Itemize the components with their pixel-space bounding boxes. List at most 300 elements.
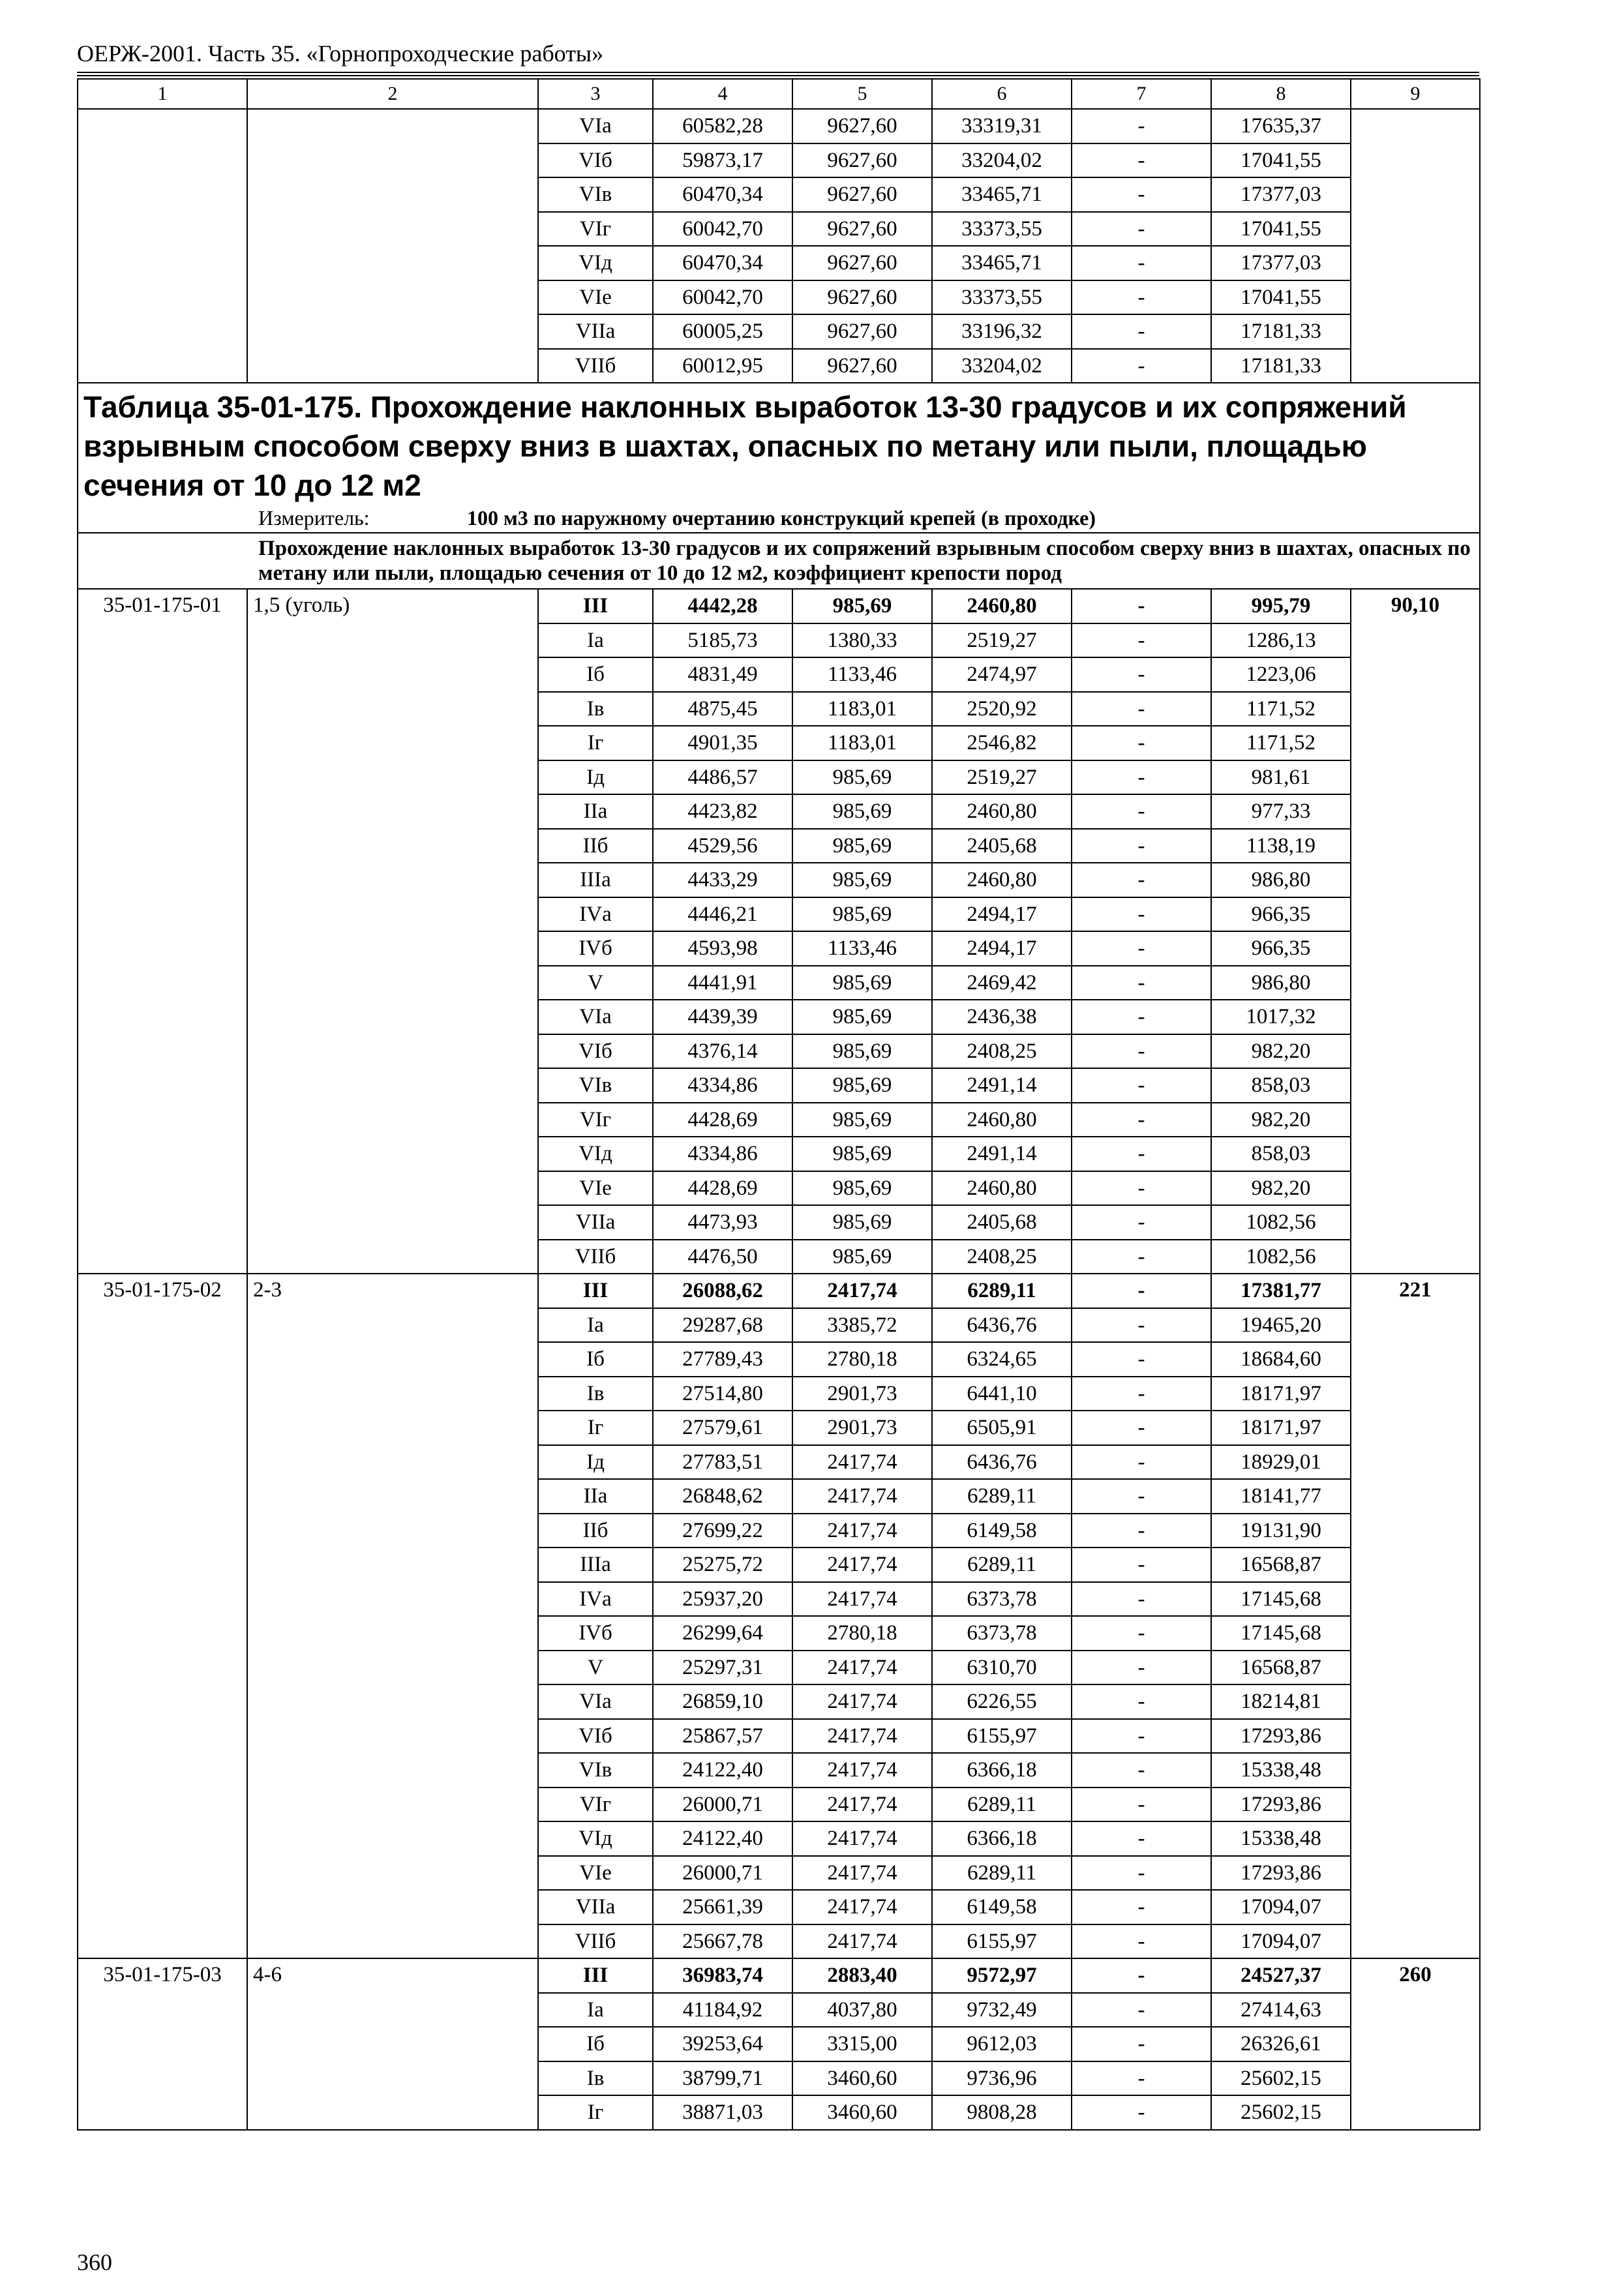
value-cell: - [1072,1993,1211,2027]
column-number: 4 [653,79,792,109]
category-cell: Iа [538,1308,653,1343]
value-cell: - [1072,1308,1211,1343]
table-row [78,1788,1480,1822]
value-cell: 9627,60 [792,212,932,247]
value-cell: 2460,80 [932,794,1072,829]
category-cell: Iв [538,1377,653,1411]
empty-cell [247,2061,538,2096]
column-number: 5 [792,79,932,109]
value-cell: 25667,78 [653,1924,792,1959]
table-row [78,623,1480,658]
empty-cell [78,794,247,829]
table-row [78,1753,1480,1788]
empty-cell [78,246,247,280]
value-cell: 1171,52 [1211,726,1351,760]
value-cell: 2417,74 [792,1651,932,1685]
table-row [78,1924,1480,1959]
value-cell: 24122,40 [653,1821,792,1856]
category-cell: VIб [538,1034,653,1069]
table-row [78,1103,1480,1137]
value-cell: 985,69 [792,829,932,863]
value-cell: 2417,74 [792,1445,932,1480]
running-header: ОЕРЖ-2001. Часть 35. «Горнопроходческие работы» [77,40,604,67]
value-cell: 1380,33 [792,623,932,658]
empty-cell [247,1616,538,1651]
empty-cell [78,349,247,383]
empty-cell [78,1788,247,1822]
value-cell: - [1072,657,1211,692]
value-cell: 15338,48 [1211,1821,1351,1856]
empty-cell [247,1479,538,1514]
column-number: 3 [538,79,653,109]
value-cell: 2780,18 [792,1342,932,1377]
category-cell: VIд [538,1821,653,1856]
value-cell: 17181,33 [1211,314,1351,349]
table-row [78,931,1480,966]
category-cell: VIIа [538,1890,653,1924]
value-cell: 17377,03 [1211,177,1351,212]
empty-cell [78,1034,247,1069]
table-row [78,589,1480,623]
category-cell: IVб [538,931,653,966]
value-cell: 2417,74 [792,1274,932,1308]
empty-cell [1351,760,1480,795]
empty-cell [1351,1205,1480,1240]
value-cell: 60470,34 [653,177,792,212]
empty-cell [1351,349,1480,383]
value-cell: 985,69 [792,794,932,829]
empty-cell [1351,2061,1480,2096]
value-cell: 6289,11 [932,1788,1072,1822]
table-row [78,1308,1480,1343]
empty-cell [78,1890,247,1924]
empty-cell [1351,143,1480,178]
table-row [78,1719,1480,1754]
value-cell: 17293,86 [1211,1856,1351,1891]
value-cell: 25602,15 [1211,2095,1351,2130]
value-cell: 18171,97 [1211,1377,1351,1411]
value-cell: 33373,55 [932,212,1072,247]
category-cell: VIIб [538,1924,653,1959]
value-cell: 4446,21 [653,897,792,932]
value-cell: - [1072,1958,1211,1993]
value-cell: - [1072,1068,1211,1103]
empty-cell [78,1993,247,2027]
empty-cell [78,109,247,143]
value-cell: 17381,77 [1211,1274,1351,1308]
empty-cell [247,1377,538,1411]
category-cell: IVа [538,897,653,932]
empty-cell [78,1240,247,1274]
column-number: 7 [1072,79,1211,109]
empty-cell [78,1651,247,1685]
value-cell: 1223,06 [1211,657,1351,692]
value-cell: 4476,50 [653,1240,792,1274]
column-number: 9 [1351,79,1480,109]
empty-cell [78,1205,247,1240]
empty-cell [247,1514,538,1548]
value-cell: 9627,60 [792,246,932,280]
value-cell: 26000,71 [653,1856,792,1891]
empty-cell [1351,897,1480,932]
table-row [78,1240,1480,1274]
value-cell: 16568,87 [1211,1651,1351,1685]
value-cell: 17041,55 [1211,280,1351,315]
value-cell: 18171,97 [1211,1411,1351,1445]
category-cell: Iг [538,726,653,760]
result-value: 90,10 [1351,589,1480,623]
empty-cell [247,760,538,795]
value-cell: 2519,27 [932,623,1072,658]
category-cell: VIб [538,1719,653,1754]
value-cell: 1183,01 [792,692,932,726]
table-row [78,1171,1480,1206]
value-cell: 26848,62 [653,1479,792,1514]
empty-cell [247,794,538,829]
value-cell: - [1072,1684,1211,1719]
empty-cell [1351,1068,1480,1103]
category-cell: VIв [538,1068,653,1103]
value-cell: 25661,39 [653,1890,792,1924]
value-cell: 60042,70 [653,280,792,315]
category-cell: VIа [538,1000,653,1034]
empty-cell [78,692,247,726]
value-cell: 17293,86 [1211,1719,1351,1754]
empty-cell [247,1103,538,1137]
value-cell: 29287,68 [653,1308,792,1343]
empty-cell [78,1924,247,1959]
value-cell: - [1072,1924,1211,1959]
value-cell: 985,69 [792,589,932,623]
table-row [78,1514,1480,1548]
empty-cell [78,280,247,315]
value-cell: 27783,51 [653,1445,792,1480]
value-cell: - [1072,1274,1211,1308]
table-row [78,1684,1480,1719]
value-cell: 985,69 [792,1034,932,1069]
value-cell: 2460,80 [932,863,1072,897]
empty-cell [78,1719,247,1754]
value-cell: 4334,86 [653,1068,792,1103]
table-row [78,1821,1480,1856]
category-cell: Iб [538,1342,653,1377]
table-row [78,1993,1480,2027]
empty-cell [78,1103,247,1137]
value-cell: 3460,60 [792,2061,932,2096]
value-cell: 38799,71 [653,2061,792,2096]
value-cell: 2460,80 [932,1103,1072,1137]
table-row [78,2095,1480,2130]
value-cell: 9736,96 [932,2061,1072,2096]
value-cell: 4439,39 [653,1000,792,1034]
empty-cell [247,177,538,212]
empty-cell [247,1719,538,1754]
value-cell: 2417,74 [792,1684,932,1719]
value-cell: 4831,49 [653,657,792,692]
empty-cell [78,1479,247,1514]
table-row [78,1205,1480,1240]
value-cell: 2491,14 [932,1137,1072,1171]
value-cell: 19465,20 [1211,1308,1351,1343]
value-cell: 41184,92 [653,1993,792,2027]
category-cell: IIб [538,1514,653,1548]
value-cell: 985,69 [792,1205,932,1240]
empty-cell [247,1684,538,1719]
value-cell: - [1072,1719,1211,1754]
value-cell: 985,69 [792,1137,932,1171]
value-cell: - [1072,829,1211,863]
empty-cell [1351,1514,1480,1548]
empty-cell [247,726,538,760]
empty-cell [78,1000,247,1034]
value-cell: 26088,62 [653,1274,792,1308]
value-cell: - [1072,1821,1211,1856]
value-cell: - [1072,760,1211,795]
category-cell: VIб [538,143,653,178]
value-cell: 33204,02 [932,349,1072,383]
value-cell: 33319,31 [932,109,1072,143]
table-row [78,1137,1480,1171]
value-cell: 17041,55 [1211,143,1351,178]
value-cell: 60005,25 [653,314,792,349]
value-cell: 18141,77 [1211,1479,1351,1514]
category-cell: IIIа [538,863,653,897]
empty-cell [1351,1411,1480,1445]
value-cell: 3385,72 [792,1308,932,1343]
value-cell: 9627,60 [792,314,932,349]
value-cell: 985,69 [792,863,932,897]
empty-cell [247,2095,538,2130]
value-cell: 6505,91 [932,1411,1072,1445]
table-row [78,1377,1480,1411]
value-cell: - [1072,1171,1211,1206]
table-row [78,966,1480,1000]
value-cell: 24527,37 [1211,1958,1351,1993]
empty-cell [78,2027,247,2061]
table-row [78,1651,1480,1685]
value-cell: 2417,74 [792,1890,932,1924]
value-cell: 6324,65 [932,1342,1072,1377]
value-cell: 6436,76 [932,1445,1072,1480]
empty-cell [78,2061,247,2096]
table-row [78,1445,1480,1480]
empty-cell [247,1308,538,1343]
value-cell: - [1072,1411,1211,1445]
empty-cell [1351,1924,1480,1959]
empty-cell [247,1171,538,1206]
hardness-coefficient: 4-6 [247,1958,538,1993]
value-cell: - [1072,1616,1211,1651]
value-cell: 858,03 [1211,1068,1351,1103]
empty-cell [247,863,538,897]
value-cell: 39253,64 [653,2027,792,2061]
value-cell: 6149,58 [932,1514,1072,1548]
empty-cell [1351,863,1480,897]
value-cell: 2780,18 [792,1616,932,1651]
empty-cell [247,1240,538,1274]
page-number: 360 [77,2249,112,2275]
value-cell: 981,61 [1211,760,1351,795]
empty-cell [1351,1548,1480,1582]
value-cell: - [1072,1514,1211,1548]
value-cell: 2408,25 [932,1240,1072,1274]
empty-cell [78,1753,247,1788]
value-cell: 17377,03 [1211,246,1351,280]
value-cell: - [1072,1548,1211,1582]
category-cell: Iа [538,1993,653,2027]
table-title-row [78,383,1480,533]
empty-cell [247,623,538,658]
value-cell: 2405,68 [932,829,1072,863]
table-row [78,863,1480,897]
value-cell: - [1072,2061,1211,2096]
empty-cell [1351,1719,1480,1754]
value-cell: 6441,10 [932,1377,1072,1411]
empty-cell [1351,1856,1480,1891]
empty-cell [78,1068,247,1103]
norm-code: 35-01-175-02 [78,1274,247,1308]
column-number: 6 [932,79,1072,109]
value-cell: 2901,73 [792,1411,932,1445]
table-row [78,246,1480,280]
value-cell: 26859,10 [653,1684,792,1719]
category-cell: IIа [538,1479,653,1514]
value-cell: 858,03 [1211,1137,1351,1171]
value-cell: 4423,82 [653,794,792,829]
category-cell: Iб [538,657,653,692]
empty-cell [78,1548,247,1582]
empty-cell [1351,2027,1480,2061]
table-row [78,1548,1480,1582]
empty-cell [247,897,538,932]
table-row [78,143,1480,178]
empty-cell [247,1034,538,1069]
empty-cell [78,143,247,178]
value-cell: 986,80 [1211,966,1351,1000]
value-cell: 2417,74 [792,1719,932,1754]
empty-cell [78,177,247,212]
empty-cell [247,1582,538,1617]
value-cell: 6373,78 [932,1582,1072,1617]
empty-cell [78,657,247,692]
value-cell: 6366,18 [932,1753,1072,1788]
value-cell: 4593,98 [653,931,792,966]
value-cell: 60012,95 [653,349,792,383]
category-cell: VIIа [538,1205,653,1240]
value-cell: 9627,60 [792,143,932,178]
value-cell: 1286,13 [1211,623,1351,658]
value-cell: 19131,90 [1211,1514,1351,1548]
value-cell: 1183,01 [792,726,932,760]
value-cell: - [1072,349,1211,383]
empty-cell [78,863,247,897]
empty-cell [78,931,247,966]
value-cell: 33465,71 [932,246,1072,280]
value-cell: 985,69 [792,1240,932,1274]
empty-cell [1351,2095,1480,2130]
empty-cell [1351,1993,1480,2027]
empty-cell [78,966,247,1000]
value-cell: 6366,18 [932,1821,1072,1856]
value-cell: 25275,72 [653,1548,792,1582]
value-cell: 2494,17 [932,931,1072,966]
table-row [78,212,1480,247]
table-row [78,1856,1480,1891]
table-row [78,177,1480,212]
empty-cell [247,692,538,726]
value-cell: 3315,00 [792,2027,932,2061]
value-cell: 2417,74 [792,1753,932,1788]
value-cell: 17635,37 [1211,109,1351,143]
value-cell: 9732,49 [932,1993,1072,2027]
table-row [78,109,1480,143]
value-cell: 9808,28 [932,2095,1072,2130]
column-number-row [78,79,1480,109]
value-cell: 2417,74 [792,1582,932,1617]
category-cell: V [538,966,653,1000]
table-row [78,897,1480,932]
value-cell: - [1072,280,1211,315]
category-cell: VIа [538,109,653,143]
value-cell: - [1072,246,1211,280]
empty-cell [1351,1308,1480,1343]
value-cell: 982,20 [1211,1171,1351,1206]
empty-cell [247,143,538,178]
value-cell: 33196,32 [932,314,1072,349]
value-cell: 985,69 [792,897,932,932]
table-row [78,726,1480,760]
table-row [78,280,1480,315]
value-cell: - [1072,1240,1211,1274]
empty-cell [78,1582,247,1617]
empty-cell [247,1651,538,1685]
empty-cell [78,623,247,658]
value-cell: 60582,28 [653,109,792,143]
value-cell: 2469,42 [932,966,1072,1000]
empty-cell [78,1514,247,1548]
value-cell: 6155,97 [932,1924,1072,1959]
table-row [78,1411,1480,1445]
value-cell: 25937,20 [653,1582,792,1617]
value-cell: 17293,86 [1211,1788,1351,1822]
value-cell: 17094,07 [1211,1890,1351,1924]
empty-cell [1351,1445,1480,1480]
value-cell: - [1072,1137,1211,1171]
empty-cell [78,212,247,247]
category-cell: IIб [538,829,653,863]
table-row [78,1000,1480,1034]
value-cell: - [1072,2095,1211,2130]
empty-cell [247,1000,538,1034]
value-cell: 985,69 [792,1103,932,1137]
value-cell: - [1072,1856,1211,1891]
column-number: 1 [78,79,247,109]
empty-cell [78,1308,247,1343]
value-cell: - [1072,589,1211,623]
table-row [78,1479,1480,1514]
description-row [78,533,1480,589]
value-cell: - [1072,1890,1211,1924]
value-cell: - [1072,143,1211,178]
category-cell: IVа [538,1582,653,1617]
empty-cell [78,314,247,349]
value-cell: - [1072,1788,1211,1822]
column-number: 2 [247,79,538,109]
table-row [78,2027,1480,2061]
value-cell: 27789,43 [653,1342,792,1377]
value-cell: 24122,40 [653,1753,792,1788]
category-cell: VIIб [538,349,653,383]
